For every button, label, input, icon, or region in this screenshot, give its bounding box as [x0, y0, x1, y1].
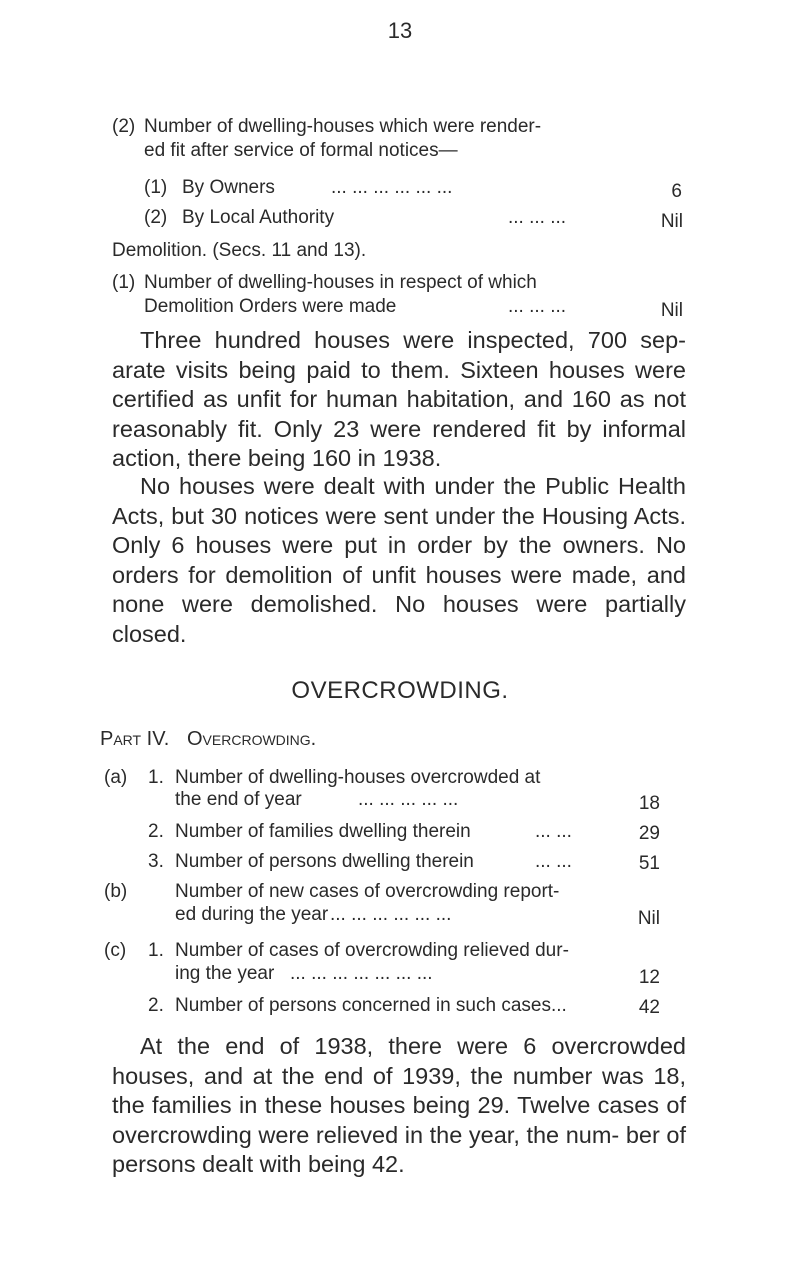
value-houses-overcrowded: 18: [638, 793, 660, 814]
part-label: Part IV.: [100, 728, 170, 750]
row-number: 1.: [148, 767, 164, 788]
demolition-line: Demolition Orders were made: [144, 296, 397, 317]
item-text: By Owners: [182, 177, 275, 198]
leader-dots: ... ... ...: [508, 207, 567, 228]
demolition-line: Number of dwelling-houses in respect of which: [144, 272, 537, 293]
value-demolition-orders: Nil: [660, 300, 683, 321]
part-title: Overcrowding.: [187, 728, 317, 750]
leader-dots: ... ...: [535, 821, 572, 842]
leader-dots: ... ... ... ... ... ... ...: [290, 963, 433, 984]
demolition-heading: Demolition. (Secs. 11 and 13).: [112, 240, 367, 261]
row-number: 1.: [148, 940, 164, 961]
section-label: (2): [112, 116, 136, 137]
row-group: (c): [104, 940, 127, 961]
value-by-local-authority: Nil: [660, 211, 683, 232]
value-families: 29: [638, 823, 660, 844]
value-persons-concerned: 42: [638, 997, 660, 1018]
paragraph-summary: At the end of 1938, there were 6 overcrowded houses, and at the end of 1939, the number was 18, the families in these houses being 29. Twelve cases of overcrowding were relieved in the year, the num- ber of persons dealt with being 42.: [112, 1033, 686, 1177]
row-number: 2.: [148, 821, 164, 842]
value-new-cases: Nil: [637, 908, 660, 929]
leader-dots: ... ... ... ... ...: [358, 789, 459, 810]
value-persons: 51: [638, 853, 660, 874]
row-text: Number of dwelling-houses overcrowded at: [175, 767, 541, 788]
item-label: (1): [144, 177, 168, 198]
row-text: ed during the year: [175, 904, 329, 925]
leader-dots: ... ...: [535, 851, 572, 872]
value-cases-relieved: 12: [638, 967, 660, 988]
leader-dots: ... ... ...: [508, 296, 567, 317]
row-text: the end of year: [175, 789, 302, 810]
row-text: Number of new cases of overcrowding report-: [175, 881, 560, 902]
overcrowding-heading: OVERCROWDING.: [291, 677, 509, 704]
leader-dots: ... ... ... ... ... ...: [331, 177, 453, 198]
demolition-label: (1): [112, 272, 136, 293]
row-text: Number of cases of overcrowding relieved dur-: [175, 940, 569, 961]
item-label: (2): [144, 207, 168, 228]
paragraph-inspections: Three hundred houses were inspected, 700 sep- arate visits being paid to them. Sixteen houses were certified as unfit for human habitation, and 160 as not reasonably fit. Only 23 were rendered fit by informal action, there being 160 in 1938.: [112, 327, 686, 471]
page-number: 13: [387, 18, 413, 43]
row-group: (b): [104, 881, 128, 902]
row-text: Number of families dwelling therein: [175, 821, 471, 842]
row-text: ing the year: [175, 963, 275, 984]
row-number: 3.: [148, 851, 164, 872]
leader-dots: ... ... ... ... ... ...: [330, 904, 452, 925]
section-line: ed fit after service of formal notices—: [144, 140, 458, 161]
row-text: Number of persons dwelling therein: [175, 851, 474, 872]
paragraph-notices: No houses were dealt with under the Public Health Acts, but 30 notices were sent under the Housing Acts. Only 6 houses were put in order by the owners. No orders for demolition of unfit houses were made, and none were demolished. No houses were partially closed.: [112, 473, 686, 647]
value-by-owners: 6: [671, 181, 682, 202]
row-number: 2.: [148, 995, 164, 1016]
row-group: (a): [104, 767, 128, 788]
section-line: Number of dwelling-houses which were render-: [144, 116, 542, 137]
row-text: Number of persons concerned in such cases...: [175, 995, 567, 1016]
item-text: By Local Authority: [182, 207, 335, 228]
